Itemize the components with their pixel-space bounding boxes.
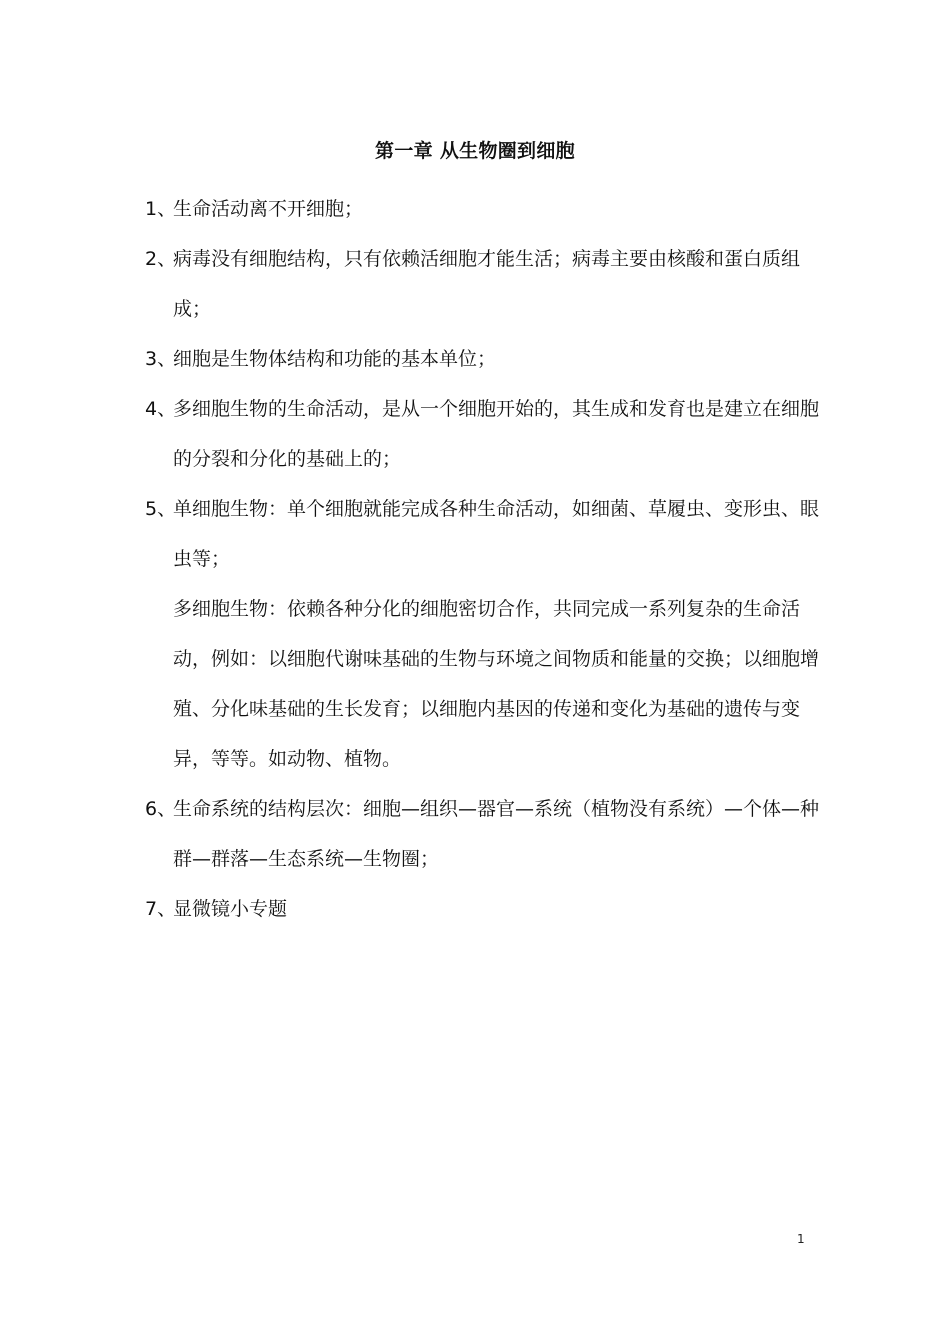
item-text: 显微镜小专题: [173, 898, 288, 920]
item-number: 7、: [145, 898, 177, 920]
item-text: 生命活动离不开细胞；: [173, 198, 364, 220]
item-number: 2、: [145, 248, 177, 270]
list-item: [145, 384, 825, 484]
list-item: [145, 484, 825, 584]
list-item: [145, 884, 825, 934]
item-number: 6、: [145, 798, 177, 820]
item-number: 5、: [145, 498, 177, 520]
list-item: [145, 184, 825, 234]
item-number: 3、: [145, 348, 177, 370]
list-item: [145, 334, 825, 384]
item-text: 单细胞生物：单个细胞就能完成各种生命活动，如细菌、草履虫、变形虫、眼虫等；: [173, 498, 820, 570]
item-text: 细胞是生物体结构和功能的基本单位；: [173, 348, 497, 370]
item-text: 病毒没有细胞结构，只有依赖活细胞才能生活；病毒主要由核酸和蛋白质组成；: [173, 248, 801, 320]
item-text: 多细胞生物的生命活动，是从一个细胞开始的，其生成和发育也是建立在细胞的分裂和分化的基础上的；: [173, 398, 820, 470]
list-item: [145, 784, 825, 884]
item-number: 4、: [145, 398, 177, 420]
item-number: 1、: [145, 198, 177, 220]
document-body: [145, 184, 825, 934]
list-item: [145, 234, 825, 334]
item-text: 生命系统的结构层次：细胞—组织—器官—系统（植物没有系统）—个体—种群—群落—生态系统—生物圈；: [173, 798, 820, 870]
chapter-title: 第一章 从生物圈到细胞: [375, 140, 575, 162]
page-number: 1: [797, 1232, 805, 1246]
paragraph-multicellular: 多细胞生物：依赖各种分化的细胞密切合作，共同完成一系列复杂的生命活动，例如：以细胞代谢味基础的生物与环境之间物质和能量的交换；以细胞增殖、分化味基础的生长发育；以细胞内基因的传递和变化为基础的遗传与变异，等等。如动物、植物。: [173, 598, 820, 770]
